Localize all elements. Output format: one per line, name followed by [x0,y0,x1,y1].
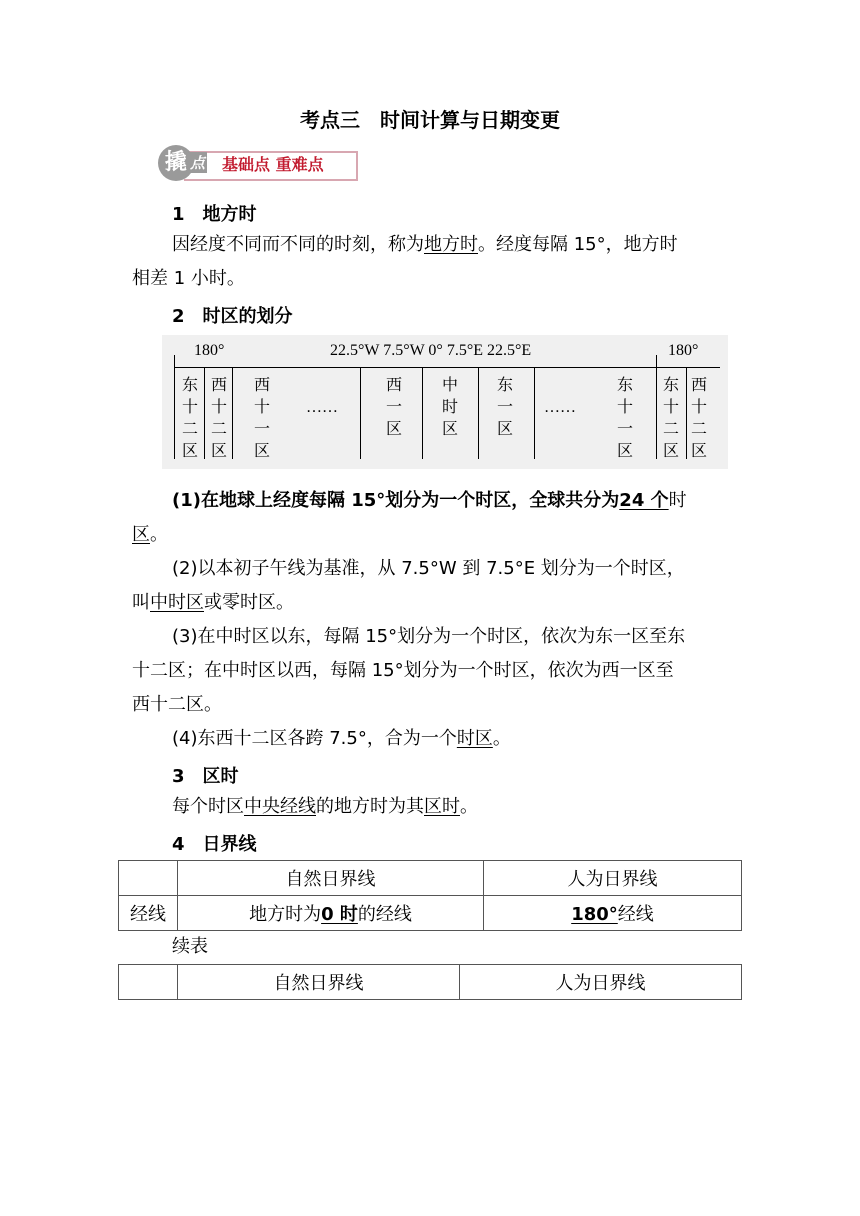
ellipsis-west: …… [306,399,338,416]
divider [422,367,423,459]
text: (4)东西十二区各跨 7.5°，合为一个 [172,728,457,749]
equator-line [174,367,720,368]
text: 因经度不同而不同的时刻，称为 [172,234,424,255]
zone-east-1: 东一区 [496,377,513,438]
text: 时 [668,490,687,511]
item-3-line1: (3)在中时区以东，每隔 15°划分为一个时区，依次为东一区至东 [172,626,686,647]
divider [534,367,535,459]
zone-east-12: 东十二区 [181,377,198,460]
item-3-line3: 西十二区。 [132,694,222,715]
badge-icon-suffix: 点 [190,154,206,172]
item-3-line2: 十二区；在中时区以西，每隔 15°划分为一个时区，依次为西一区至 [132,660,674,681]
paragraph-local-time-line1 [172,228,678,262]
table-header-artificial: 人为日界线 [484,861,742,896]
text: 地方时为 [249,904,322,925]
divider [174,355,175,459]
zone-west-12-right: 西十二区 [690,377,707,460]
text: (1)在地球上经度每隔 15°划分为一个时区，全球共分为 [172,490,620,511]
text: 。 [460,796,478,817]
table-row [119,965,742,1000]
heading-time-zone-division: 2 时区的划分 [172,306,293,327]
continued-label: 续表 [172,936,208,957]
table-row [119,861,742,896]
date-line-table-continued [118,964,742,1000]
badge-label: 基础点 重难点 [222,155,324,174]
heading-date-line: 4 日界线 [172,834,257,855]
item-1-line1 [172,484,687,518]
zone-central: 中时区 [441,377,458,438]
term-local-time: 地方时 [424,234,478,255]
term-time-zone: 时区 [456,728,493,749]
zone-west-11: 西十一区 [253,377,270,460]
divider [686,367,687,459]
label-center-longitudes: 22.5°W 7.5°W 0° 7.5°E 22.5°E [330,342,532,359]
text: 经线 [617,904,654,925]
item-1-line2 [132,518,168,552]
table-row [119,896,742,931]
paragraph-zone-time [172,790,478,824]
divider [360,367,361,459]
term-central-zone: 中时区 [150,592,204,613]
answer-24: 24 个 [619,490,669,511]
heading-local-time: 1 地方时 [172,204,257,225]
text: 叫 [132,592,150,613]
paragraph-local-time-line2: 相差 1 小时。 [132,268,245,289]
table-header-natural: 自然日界线 [178,965,460,1000]
table-cell-empty [119,965,178,1000]
date-line-table [118,860,742,931]
answer-180: 180° [571,904,618,925]
divider [656,355,657,459]
text: 。经度每隔 15°，地方时 [478,234,678,255]
item-2-line1: (2)以本初子午线为基准，从 7.5°W 到 7.5°E 划分为一个时区， [172,558,685,579]
table-cell-artificial [484,896,742,931]
time-zone-diagram [162,335,728,469]
label-180-right: 180° [668,342,699,359]
section-badge [158,143,358,183]
term-central-meridian: 中央经线 [244,796,316,817]
zone-east-11: 东十一区 [616,377,633,460]
table-cell-natural [178,896,484,931]
table-row-label: 经线 [119,896,178,931]
table-header-natural: 自然日界线 [178,861,484,896]
zone-west-12: 西十二区 [210,377,227,460]
item-4 [172,722,511,756]
table-cell-empty [119,861,178,896]
answer-zone: 区 [132,524,150,545]
answer-0h: 0 时 [321,904,358,925]
text: 的经线 [357,904,412,925]
text: 。 [150,524,168,545]
badge-icon: 撬 [158,145,194,181]
text: 或零时区。 [204,592,294,613]
zone-east-12-right: 东十二区 [662,377,679,460]
label-180-left: 180° [194,342,225,359]
divider [232,367,233,459]
item-2-line2 [132,586,294,620]
ellipsis-east: …… [544,399,576,416]
table-header-artificial: 人为日界线 [460,965,742,1000]
page-title: 考点三 时间计算与日期变更 [300,108,560,132]
divider [204,367,205,459]
divider [478,367,479,459]
text: 每个时区 [172,796,244,817]
heading-zone-time: 3 区时 [172,766,239,787]
text: 。 [492,728,511,749]
text: 的地方时为其 [316,796,424,817]
term-zone-time: 区时 [424,796,460,817]
zone-west-1: 西一区 [385,377,402,438]
